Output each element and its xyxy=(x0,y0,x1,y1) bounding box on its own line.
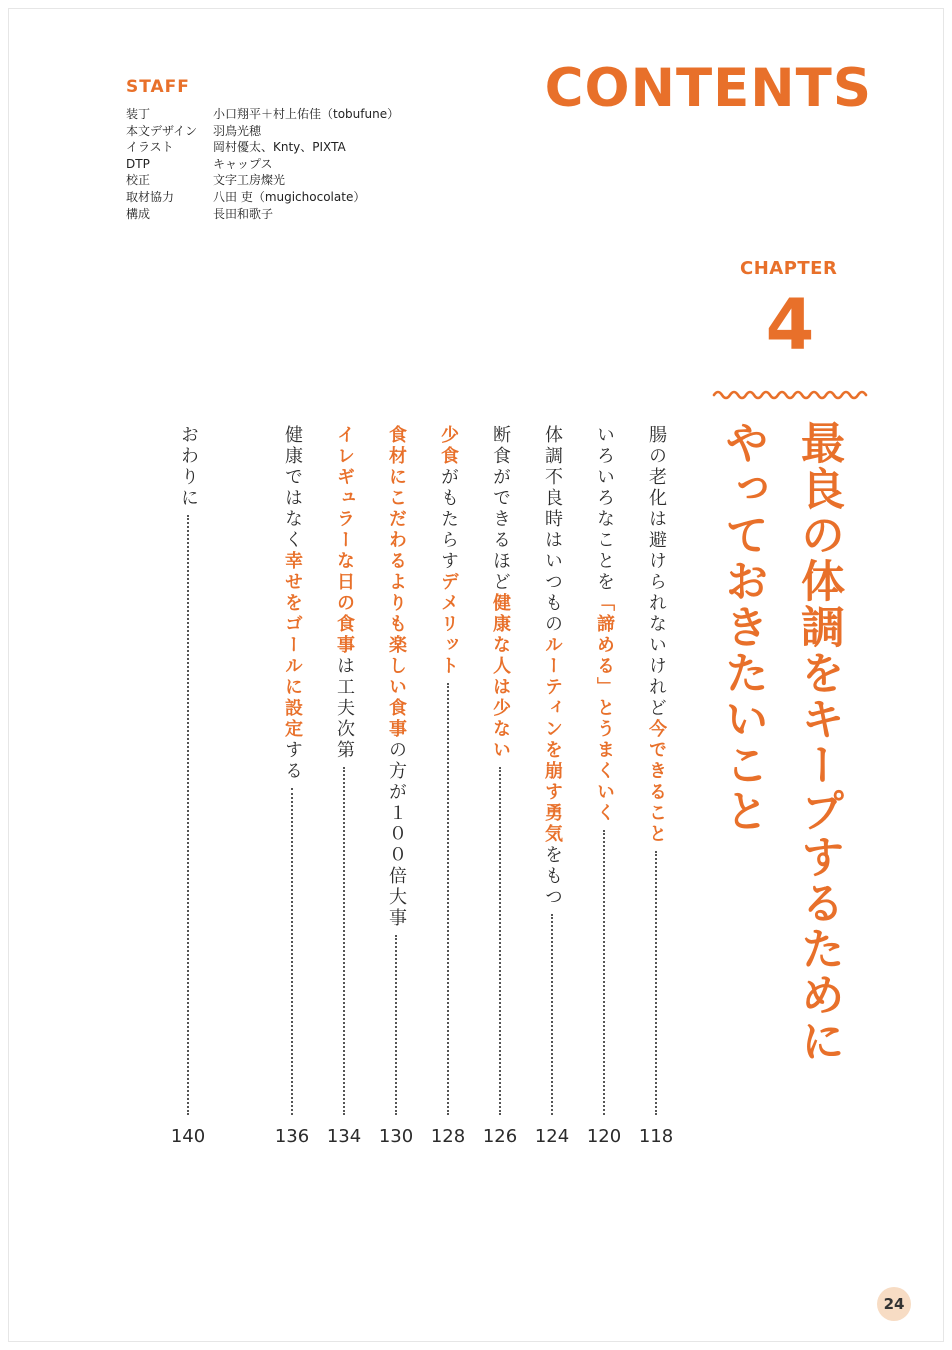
chapter-title-line: 最良の体調をキープするために xyxy=(793,420,844,1064)
leader-dots xyxy=(395,935,397,1115)
page-number-badge: 24 xyxy=(877,1287,911,1321)
toc-page-number: 128 xyxy=(430,1126,466,1147)
toc-entry-text: デメリット xyxy=(438,572,459,677)
toc-entry[interactable] xyxy=(592,425,616,1115)
chapter-number: 4 xyxy=(765,284,815,366)
toc-page-number: 126 xyxy=(482,1126,518,1147)
leader-dots xyxy=(603,830,605,1115)
staff-role: 校正 xyxy=(126,173,151,188)
toc-entry-text: 体調不良時はいつもの xyxy=(542,425,563,635)
chapter-title-line: やっておきたいこと xyxy=(717,420,768,834)
toc-entry-text: 幸せをゴールに設定 xyxy=(282,551,303,740)
toc-entry-text: いろいろなことを xyxy=(594,425,615,593)
toc-entry-text: する xyxy=(282,740,303,782)
staff-row xyxy=(126,106,399,123)
toc-entry[interactable] xyxy=(384,425,408,1115)
staff-row xyxy=(126,156,399,173)
toc-entry-text: 「諦める」 xyxy=(594,593,615,698)
staff-name: 岡村優太、Knty、PIXTA xyxy=(213,140,346,155)
wave-divider-icon xyxy=(712,388,868,402)
toc-entry-text: 腸の老化は避けられないけれど xyxy=(646,425,667,719)
staff-name: 文字工房燦光 xyxy=(213,173,286,188)
staff-heading: STAFF xyxy=(126,77,190,97)
staff-role: 装丁 xyxy=(126,107,151,121)
leader-dots xyxy=(655,851,657,1115)
leader-dots xyxy=(291,788,293,1115)
staff-row xyxy=(126,172,399,189)
leader-dots xyxy=(499,767,501,1115)
chapter-title xyxy=(704,420,856,1064)
toc-entry-text: おわりに xyxy=(178,425,199,509)
toc-entry[interactable] xyxy=(280,425,304,1115)
toc-page-number: 134 xyxy=(326,1126,362,1147)
toc-page-number: 130 xyxy=(378,1126,414,1147)
staff-role: 本文デザイン xyxy=(126,123,198,138)
toc-entry-text: 食材にこだわるよりも楽しい食事 xyxy=(386,425,407,740)
toc-entry-text: は工夫次第 xyxy=(334,656,355,761)
leader-dots xyxy=(187,515,189,1115)
toc-entry-text: イレギュラーな日の食事 xyxy=(334,425,355,656)
toc-entry-text: がもたらす xyxy=(438,467,459,572)
leader-dots xyxy=(447,683,449,1115)
toc-entry-text: とうまくいく xyxy=(594,698,615,824)
toc-entry-text: 少食 xyxy=(438,425,459,467)
toc-entry-text: 今できること xyxy=(646,719,667,845)
staff-row xyxy=(126,139,399,156)
leader-dots xyxy=(551,914,553,1115)
toc-entry[interactable] xyxy=(176,425,200,1115)
staff-row xyxy=(126,189,399,206)
staff-role: 取材協力 xyxy=(126,189,175,204)
toc-entry[interactable] xyxy=(488,425,512,1115)
toc-page-number: 120 xyxy=(586,1126,622,1147)
toc-page-number: 118 xyxy=(638,1126,674,1147)
staff-name: キャップス xyxy=(213,156,273,171)
toc-entry-text: ルーティンを崩す勇気 xyxy=(542,635,563,845)
toc-page-number: 140 xyxy=(170,1126,206,1147)
staff-role: 構成 xyxy=(126,206,151,221)
staff-role: DTP xyxy=(126,156,150,171)
toc-entry-text: をもつ xyxy=(542,845,563,908)
chapter-label: CHAPTER xyxy=(740,258,838,279)
staff-name: 長田和歌子 xyxy=(213,206,274,221)
toc-page-number: 136 xyxy=(274,1126,310,1147)
toc-entry-text: 断食ができるほど xyxy=(490,425,511,593)
staff-row xyxy=(126,123,399,140)
leader-dots xyxy=(343,767,345,1115)
staff-name: 八田 吏（mugichocolate） xyxy=(213,189,366,204)
staff-name: 小口翔平＋村上佑佳（tobufune） xyxy=(213,107,400,121)
toc-entry[interactable] xyxy=(644,425,668,1115)
contents-title: CONTENTS xyxy=(544,58,872,119)
toc-page-number: 124 xyxy=(534,1126,570,1147)
toc-entry-text: の方が１００倍大事 xyxy=(386,740,407,929)
staff-name: 羽鳥光穂 xyxy=(213,123,262,138)
staff-role: イラスト xyxy=(126,140,174,155)
toc-entry[interactable] xyxy=(332,425,356,1115)
toc-entry-text: 健康ではなく xyxy=(282,425,303,551)
toc-entry-text: 健康な人は少ない xyxy=(490,593,511,761)
staff-row xyxy=(126,206,399,223)
toc-entry[interactable] xyxy=(540,425,564,1115)
toc-entry[interactable] xyxy=(436,425,460,1115)
staff-credits xyxy=(126,106,399,222)
